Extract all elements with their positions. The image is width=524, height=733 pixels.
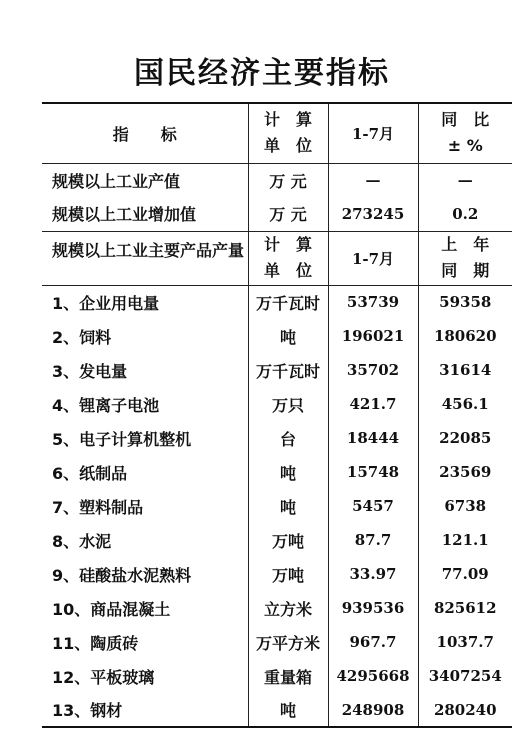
header-yoy [418, 103, 512, 163]
summary-row-added-value [42, 197, 512, 231]
product-header-prev-line1: 上 年 [441, 235, 490, 254]
product-unit: 立方米 [248, 591, 328, 625]
product-value: 53739 [328, 285, 418, 319]
product-name: 4、锂离子电池 [52, 395, 160, 415]
product-section-header-row [42, 231, 512, 285]
product-prev: 23569 [418, 455, 512, 489]
summary-name: 规模以上工业产值 [52, 171, 181, 191]
product-prev: 1037.7 [418, 625, 512, 659]
table-row [42, 591, 512, 625]
product-name: 12、平板玻璃 [52, 667, 155, 687]
table-row [42, 387, 512, 421]
page-title: 国民经济主要指标 [134, 56, 390, 91]
product-value: 5457 [328, 489, 418, 523]
table-row [42, 285, 512, 319]
table-header-row [42, 103, 512, 163]
summary-name: 规模以上工业增加值 [42, 197, 248, 231]
table-row [42, 319, 512, 353]
header-unit-line1: 计 算 [263, 110, 312, 130]
product-name: 11、陶质砖 [52, 633, 139, 653]
header-unit [248, 103, 328, 163]
table-row [42, 659, 512, 693]
product-value: 939536 [328, 591, 418, 625]
product-name: 2、饲料 [52, 327, 112, 347]
product-unit: 万千瓦时 [248, 353, 328, 387]
header-unit-line2: 单 位 [263, 136, 312, 156]
product-prev: 280240 [418, 693, 512, 727]
product-name: 7、塑料制品 [52, 497, 144, 517]
product-value: 87.7 [328, 523, 418, 557]
product-prev: 31614 [418, 353, 512, 387]
table-row [42, 625, 512, 659]
product-header-unit-line1: 计 算 [263, 235, 312, 254]
product-unit: 万平方米 [248, 625, 328, 659]
summary-change: 0.2 [418, 197, 512, 231]
product-unit: 吨 [248, 489, 328, 523]
product-value: 196021 [328, 319, 418, 353]
product-unit: 重量箱 [248, 659, 328, 693]
product-section-title: 规模以上工业主要产品产量 [42, 231, 248, 285]
product-prev: 22085 [418, 421, 512, 455]
table-row [42, 421, 512, 455]
product-name: 1、企业用电量 [52, 293, 160, 313]
product-name: 13、钢材 [42, 693, 248, 727]
product-value: 15748 [328, 455, 418, 489]
product-prev: 456.1 [418, 387, 512, 421]
product-header-period: 1-7月 [328, 231, 418, 285]
product-name: 10、商品混凝土 [52, 599, 171, 619]
product-header-prev-line2: 同 期 [441, 261, 490, 280]
indicators-table [42, 102, 512, 728]
product-unit: 台 [248, 421, 328, 455]
product-value: 35702 [328, 353, 418, 387]
product-unit: 万千瓦时 [248, 285, 328, 319]
summary-value: 273245 [328, 197, 418, 231]
product-header-prev [418, 231, 512, 285]
product-unit: 吨 [248, 693, 328, 727]
summary-value: — [328, 163, 418, 197]
product-prev: 180620 [418, 319, 512, 353]
table-row [42, 353, 512, 387]
product-value: 4295668 [328, 659, 418, 693]
table-row [42, 557, 512, 591]
product-name: 3、发电量 [52, 361, 128, 381]
product-unit: 万只 [248, 387, 328, 421]
product-unit: 吨 [248, 319, 328, 353]
product-value: 18444 [328, 421, 418, 455]
header-indicator: 指 标 [42, 103, 248, 163]
product-header-unit [248, 231, 328, 285]
product-prev: 3407254 [418, 659, 512, 693]
product-value: 421.7 [328, 387, 418, 421]
product-unit: 万吨 [248, 523, 328, 557]
summary-change: — [418, 163, 512, 197]
product-value: 967.7 [328, 625, 418, 659]
product-header-unit-line2: 单 位 [263, 261, 312, 280]
product-prev: 77.09 [418, 557, 512, 591]
product-prev: 121.1 [418, 523, 512, 557]
product-unit: 吨 [248, 455, 328, 489]
product-unit: 万吨 [248, 557, 328, 591]
product-prev: 825612 [418, 591, 512, 625]
summary-unit: 万 元 [248, 197, 328, 231]
product-name: 6、纸制品 [52, 463, 128, 483]
product-name: 5、电子计算机整机 [52, 429, 192, 449]
product-name: 9、硅酸盐水泥熟料 [52, 565, 192, 585]
product-prev: 6738 [418, 489, 512, 523]
product-prev: 59358 [418, 285, 512, 319]
product-name: 8、水泥 [52, 531, 112, 551]
table-row [42, 693, 512, 727]
summary-unit: 万 元 [248, 163, 328, 197]
header-period: 1-7月 [328, 103, 418, 163]
table-row [42, 489, 512, 523]
product-value: 33.97 [328, 557, 418, 591]
header-yoy-line2: ± % [447, 136, 483, 156]
table-row [42, 455, 512, 489]
header-yoy-line1: 同 比 [441, 110, 490, 130]
product-value: 248908 [328, 693, 418, 727]
table-row [42, 523, 512, 557]
summary-row-output [42, 163, 512, 197]
